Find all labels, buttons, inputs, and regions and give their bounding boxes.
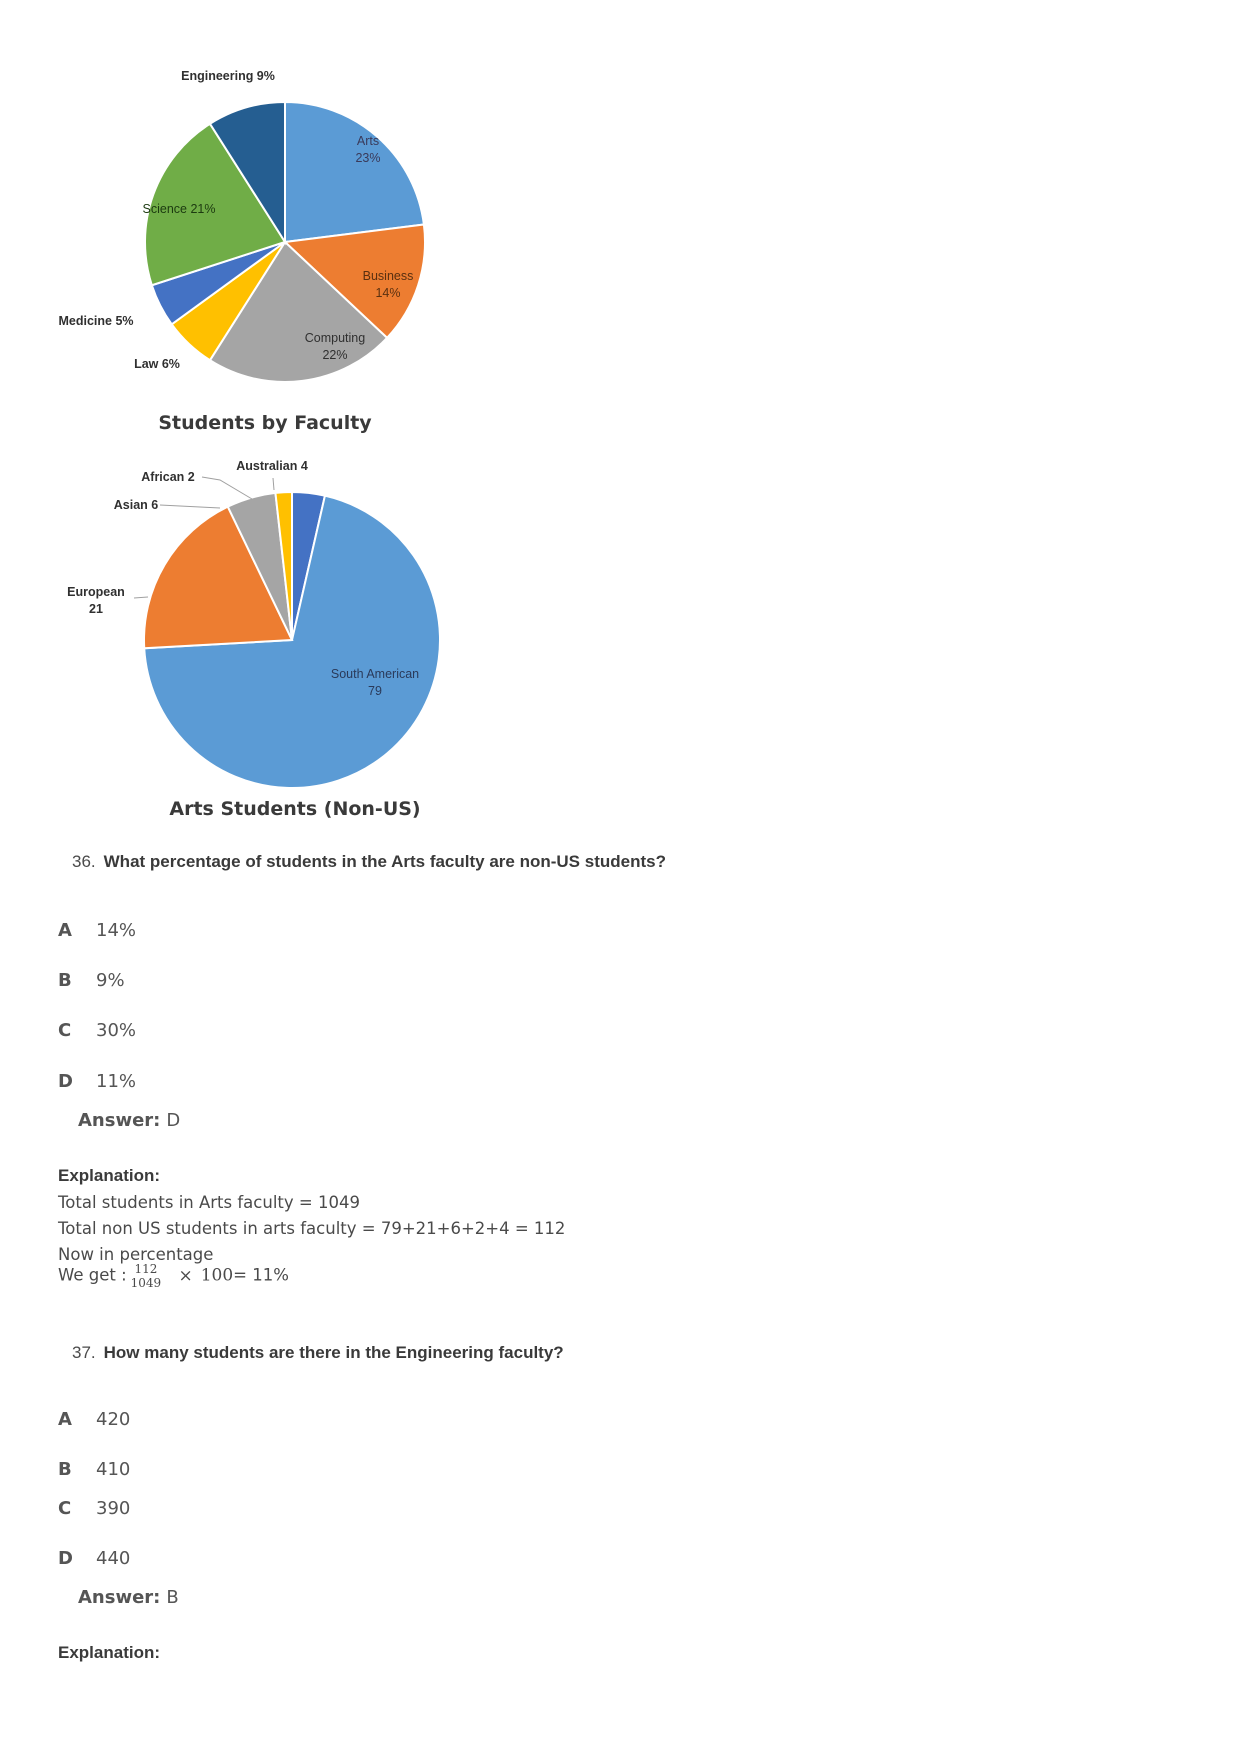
option-value: 440 <box>96 1548 131 1569</box>
question-37-explanation-title: Explanation: <box>58 1643 161 1662</box>
explanation-formula <box>58 1262 289 1290</box>
leader-line <box>202 477 252 499</box>
formula-result: = 11% <box>233 1265 289 1285</box>
question-36-option-c[interactable] <box>58 1020 136 1041</box>
question-37-option-d[interactable] <box>58 1548 130 1569</box>
slice-label-european: European 21 <box>67 585 125 616</box>
option-letter: D <box>58 1071 73 1092</box>
option-letter: A <box>58 1409 72 1430</box>
option-value: 410 <box>96 1459 131 1480</box>
question-36-option-a[interactable] <box>58 920 136 941</box>
answer-label: Answer: <box>78 1587 161 1608</box>
question-36-title <box>72 852 666 872</box>
option-letter: C <box>58 1498 72 1519</box>
slice-label-south-american: South American 79 <box>330 667 420 698</box>
explanation-line: Now in percentage <box>58 1245 214 1264</box>
question-36-option-d[interactable] <box>58 1071 136 1092</box>
fraction-denominator: 1049 <box>130 1276 162 1290</box>
option-value: 420 <box>96 1409 131 1430</box>
slice-label-african: African 2 <box>141 470 195 484</box>
explanation-line: Total non US students in arts faculty = 79+21+6+2+4 = 112 <box>58 1219 566 1238</box>
explanation-line: Total students in Arts faculty = 1049 <box>58 1193 360 1212</box>
faculty-pie-chart <box>50 60 480 410</box>
pie-slice-arts <box>285 102 424 242</box>
option-value: 30% <box>96 1020 137 1041</box>
option-letter: B <box>58 970 72 991</box>
question-37-option-a[interactable] <box>58 1409 130 1430</box>
answer-value: D <box>166 1110 181 1131</box>
faculty-chart-block <box>50 60 480 450</box>
leader-line <box>273 478 274 490</box>
arts-nonus-pie-chart <box>50 450 480 795</box>
question-number: 37. <box>72 1343 96 1362</box>
slice-label-law: Law 6% <box>134 357 180 371</box>
faculty-chart-title: Students by Faculty <box>158 412 372 434</box>
arts-nonus-chart-title: Arts Students (Non-US) <box>169 798 421 820</box>
arts-nonus-chart-block <box>50 450 480 840</box>
slice-label-australian: Australian 4 <box>236 459 308 473</box>
slice-label-medicine: Medicine 5% <box>58 314 134 328</box>
option-letter: A <box>58 920 72 941</box>
option-letter: C <box>58 1020 72 1041</box>
option-value: 14% <box>96 920 137 941</box>
slice-label-science: Science 21% <box>142 202 216 216</box>
formula-fraction <box>131 1262 162 1290</box>
slice-label-asian: Asian 6 <box>113 498 159 512</box>
question-number: 36. <box>72 852 96 871</box>
leader-line <box>160 505 220 508</box>
question-text: How many students are there in the Engineering faculty? <box>103 1343 564 1362</box>
slice-label-computing: Computing 22% <box>304 331 366 362</box>
slice-label-arts: Arts 23% <box>355 134 381 165</box>
question-37-answer <box>78 1587 179 1608</box>
option-value: 9% <box>96 970 125 991</box>
answer-value: B <box>166 1587 179 1608</box>
question-37-option-c[interactable] <box>58 1498 130 1519</box>
fraction-numerator: 112 <box>134 1262 158 1276</box>
question-36-answer <box>78 1110 180 1131</box>
formula-prefix: We get : <box>58 1265 127 1285</box>
question-37-title <box>72 1343 564 1363</box>
answer-label: Answer: <box>78 1110 161 1131</box>
option-letter: D <box>58 1548 73 1569</box>
formula-times: × <box>178 1265 193 1286</box>
question-36-option-b[interactable] <box>58 970 125 991</box>
slice-label-business: Business 14% <box>362 269 414 300</box>
option-letter: B <box>58 1459 72 1480</box>
question-36-explanation-title: Explanation: <box>58 1166 161 1185</box>
leader-line <box>134 597 148 598</box>
option-value: 390 <box>96 1498 131 1519</box>
slice-label-engineering: Engineering 9% <box>181 69 275 83</box>
question-37-option-b[interactable] <box>58 1459 130 1480</box>
formula-factor: 100 <box>200 1265 234 1286</box>
question-text: What percentage of students in the Arts faculty are non-US students? <box>103 852 666 871</box>
option-value: 11% <box>96 1071 137 1092</box>
